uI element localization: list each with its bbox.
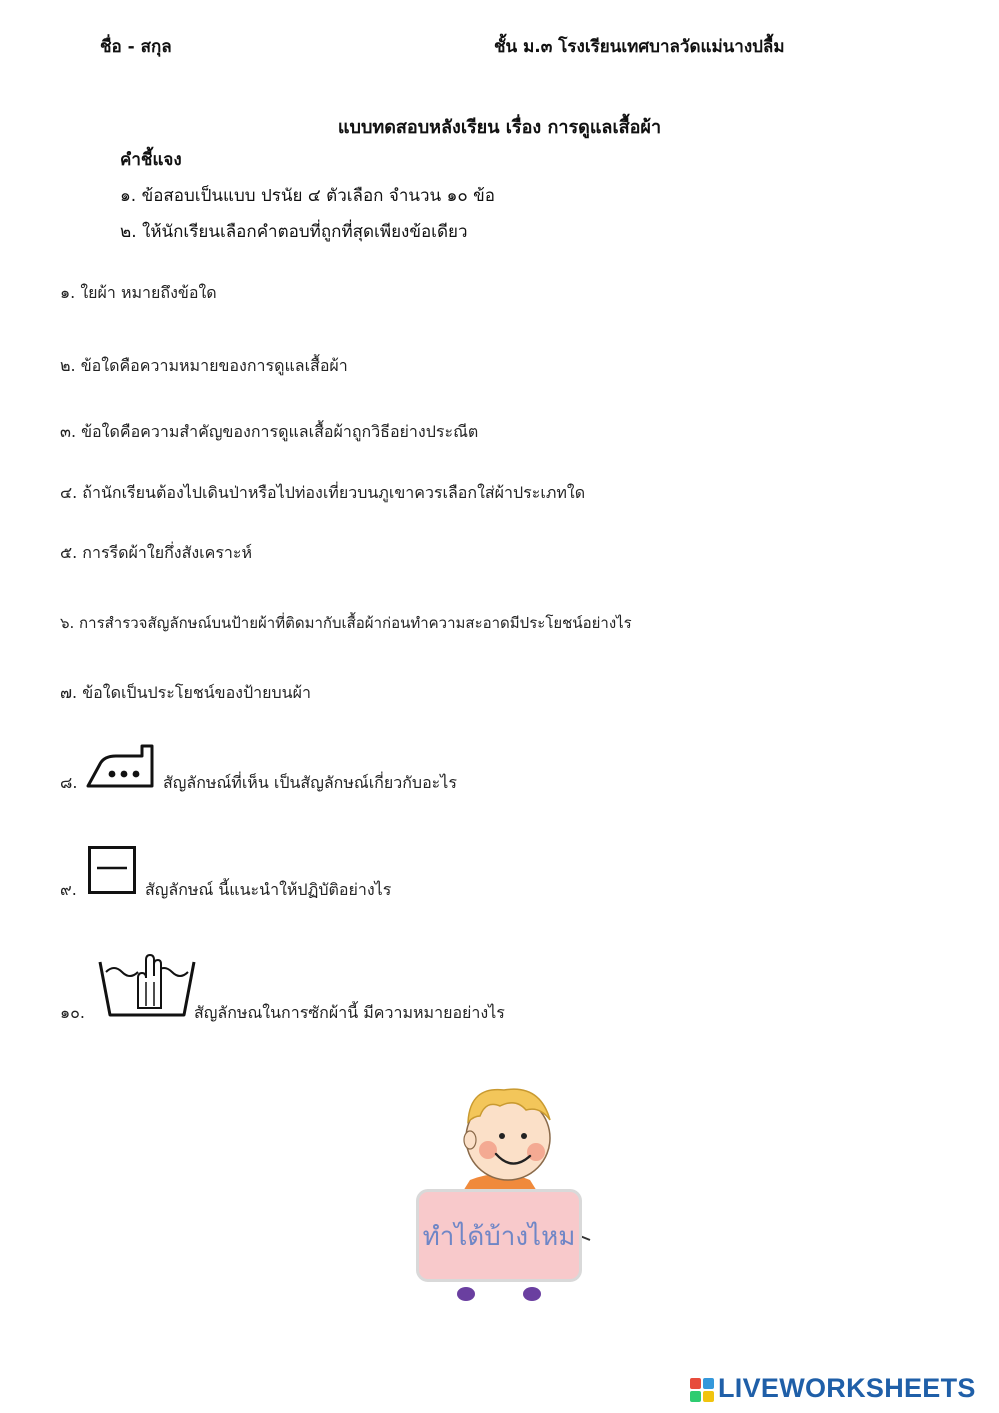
logo-blocks-icon	[690, 1378, 714, 1402]
question-8-number: ๘.	[60, 773, 78, 792]
left-foot	[457, 1287, 475, 1301]
sign-text: ทำได้บ้างไหม	[422, 1222, 576, 1252]
question-9-number: ๙.	[60, 880, 77, 899]
name-label: ชื่อ - สกุล	[100, 37, 172, 57]
page-title: แบบทดสอบหลังเรียน เรื่อง การดูแลเสื้อผ้า	[337, 117, 662, 138]
question-10-number: ๑๐.	[60, 1003, 86, 1022]
question-3: ๓. ข้อใดคือความสำคัญของการดูแลเสื้อผ้าถูกวิธีอย่างประณีต	[60, 422, 479, 441]
hand-wash-icon	[98, 952, 196, 1018]
class-school-label: ชั้น ม.๓ โรงเรียนเทศบาลวัดแม่นางปลื้ม	[494, 37, 785, 57]
question-1: ๑. ใยผ้า หมายถึงข้อใด	[60, 283, 217, 302]
instructions-heading: คำชี้แจง	[120, 150, 182, 170]
question-6: ๖. การสำรวจสัญลักษณ์บนป้ายผ้าที่ติดมากับเสื้อผ้าก่อนทำความสะอาดมีประโยชน์อย่างไร	[60, 614, 632, 632]
question-8-text: สัญลักษณ์ที่เห็น เป็นสัญลักษณ์เกี่ยวกับอะไร	[163, 773, 457, 792]
instruction-item: ๑. ข้อสอบเป็นแบบ ปรนัย ๔ ตัวเลือก จำนวน ๑๐ ข้อ	[120, 186, 495, 206]
question-5: ๕. การรีดผ้าใยกึ่งสังเคราะห์	[60, 543, 253, 562]
question-9-text: สัญลักษณ์ นี้แนะนำให้ปฏิบัติอย่างไร	[145, 880, 392, 899]
question-4: ๔. ถ้านักเรียนต้องไปเดินป่าหรือไปท่องเที่ยวบนภูเขาควรเลือกใส่ผ้าประเภทใด	[60, 483, 586, 502]
question-7: ๗. ข้อใดเป็นประโยชน์ของป้ายบนผ้า	[60, 683, 311, 702]
dry-flat-icon	[88, 846, 136, 894]
instruction-item: ๒. ให้นักเรียนเลือกคำตอบที่ถูกที่สุดเพียงข้อเดียว	[120, 222, 468, 242]
question-2: ๒. ข้อใดคือความหมายของการดูแลเสื้อผ้า	[60, 356, 348, 375]
right-foot	[523, 1287, 541, 1301]
sign-board	[416, 1189, 582, 1282]
question-10-text: สัญลักษณในการซักผ้านี้ มีความหมายอย่างไร	[194, 1003, 505, 1022]
brand-name: LIVEWORKSHEETS	[718, 1373, 976, 1403]
iron-icon	[86, 742, 156, 788]
